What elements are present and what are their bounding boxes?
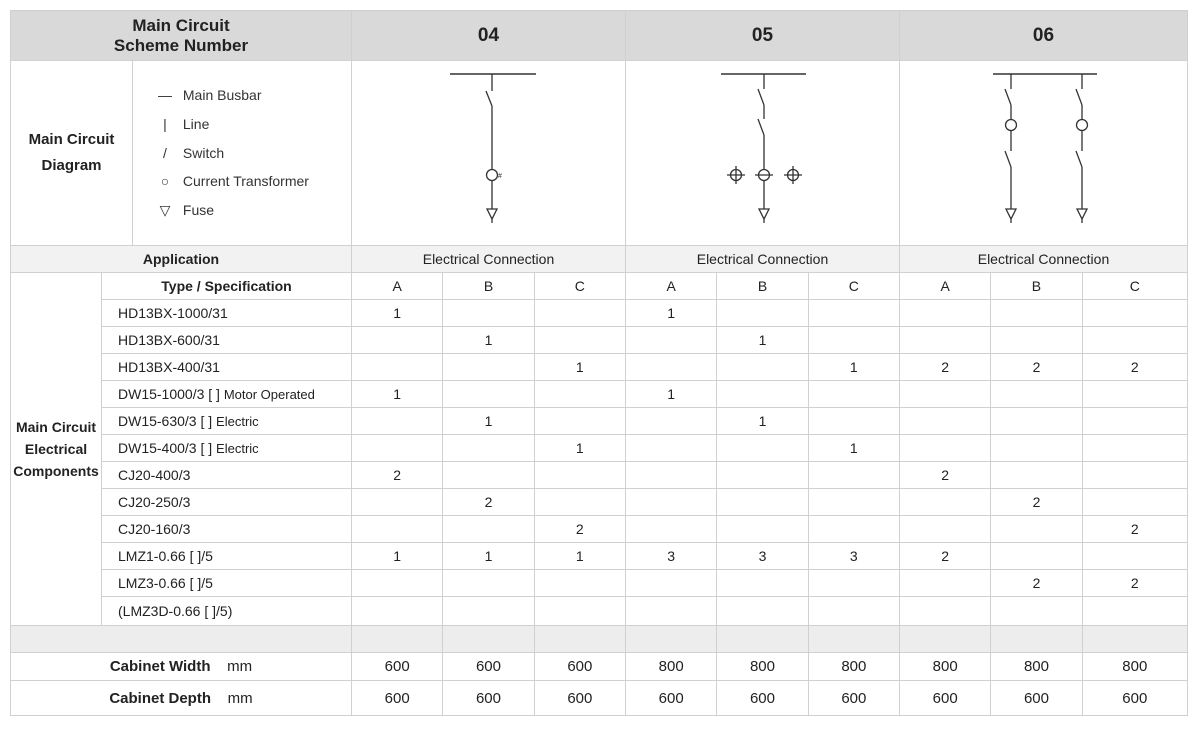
table-cell: 2 [1082,570,1187,597]
legend-item-switch [151,139,309,168]
table-cell: 600 [352,681,443,716]
table-cell [717,354,808,381]
table-cell [443,354,534,381]
switch-slash-icon [758,119,764,135]
dimension-unit: mm [227,689,253,707]
table-cell [991,516,1082,543]
table-cell [534,489,625,516]
table-cell: 1 [534,354,625,381]
table-cell: 600 [900,681,991,716]
table-cell [626,597,717,626]
header-row [11,11,1188,61]
vertical-line-icon: | [163,115,167,132]
scheme-05-header: 05 [626,11,900,61]
table-cell [900,435,991,462]
table-cell [443,381,534,408]
table-cell: 600 [352,653,443,681]
table-cell [991,408,1082,435]
scheme-06-header: 06 [900,11,1188,61]
table-cell [900,327,991,354]
table-cell: 600 [991,681,1082,716]
table-cell [717,570,808,597]
table-cell [991,381,1082,408]
dimension-label: Cabinet Depth [109,689,211,707]
legend-list [133,81,309,224]
table-cell [991,462,1082,489]
component-spec [102,489,352,516]
scheme-04-diagram [352,61,626,246]
table-cell: 800 [717,653,808,681]
cabinet-depth-row [11,681,1188,716]
table-cell: 2 [900,354,991,381]
circle-icon [1006,120,1017,131]
table-cell [626,408,717,435]
sub-column-header: A [626,273,717,300]
table-row [11,597,1188,626]
component-spec [102,435,352,462]
spacer-cell [626,626,717,653]
table-cell: 3 [626,543,717,570]
table-cell: 800 [626,653,717,681]
table-cell: 600 [443,681,534,716]
application-row [11,246,1188,273]
busbar-line-icon: — [158,87,172,104]
table-cell: 1 [443,543,534,570]
circle-icon: ○ [160,173,170,190]
table-cell [991,327,1082,354]
table-cell [900,516,991,543]
sub-column-header: B [717,273,808,300]
sub-column-header: A [352,273,443,300]
table-row [11,435,1188,462]
switch-slash-icon [1005,151,1011,167]
spacer-cell [11,626,352,653]
table-cell [443,516,534,543]
table-cell [808,597,899,626]
spacer-cell [991,626,1082,653]
switch-slash-icon [1076,89,1082,105]
table-cell [443,462,534,489]
table-cell [443,570,534,597]
table-cell [534,381,625,408]
table-cell: 600 [717,681,808,716]
spacer-cell [443,626,534,653]
table-cell: 1 [352,543,443,570]
table-cell: 2 [900,543,991,570]
spacer-cell [717,626,808,653]
triangle-down-icon: ▽ [159,202,171,219]
table-cell [900,597,991,626]
table-cell [626,435,717,462]
table-cell: 2 [900,462,991,489]
table-cell [808,408,899,435]
switch-slash-icon [486,91,492,106]
triangle-down-icon [1077,209,1087,219]
table-cell [626,570,717,597]
circle-icon [487,170,498,181]
legend-label: Fuse [182,202,215,219]
table-cell [900,408,991,435]
table-cell [626,462,717,489]
table-cell [717,516,808,543]
spacer-row [11,626,1188,653]
svg-text:#: # [498,173,502,180]
table-cell: 1 [717,327,808,354]
table-cell [717,489,808,516]
cabinet-width-row [11,653,1188,681]
scheme-06-diagram [900,61,1188,246]
table-cell: 800 [900,653,991,681]
table-cell [1082,300,1187,327]
main-circuit-scheme-table [10,10,1188,716]
table-cell: 3 [717,543,808,570]
diagram-row [11,61,1188,246]
legend-label: Line [182,115,210,132]
scheme-number-title-line2: Scheme Number [113,35,249,55]
table-cell [808,462,899,489]
table-row [11,327,1188,354]
table-cell: 600 [443,653,534,681]
component-spec [102,570,352,597]
table-cell [991,543,1082,570]
switch-slash-icon [1076,151,1082,167]
table-cell [352,489,443,516]
table-cell [900,489,991,516]
diagram-legend [133,61,351,245]
table-cell: 800 [808,653,899,681]
table-cell [534,597,625,626]
table-cell: 2 [991,354,1082,381]
triangle-down-icon [759,209,769,219]
table-cell [352,327,443,354]
sub-column-header: A [900,273,991,300]
legend-label: Switch [182,144,225,161]
table-row [11,381,1188,408]
table-cell: 800 [1082,653,1187,681]
application-value-04: Electrical Connection [352,246,626,273]
dimension-label: Cabinet Width [109,658,211,675]
sub-column-header: B [991,273,1082,300]
type-header-row [11,273,1188,300]
diagram-label-line2: Diagram [41,157,102,174]
table-cell [808,300,899,327]
switch-slash-icon [1005,89,1011,105]
table-cell: 1 [534,543,625,570]
component-spec [102,408,352,435]
table-cell [991,597,1082,626]
table-row [11,300,1188,327]
table-cell [1082,408,1187,435]
table-cell [626,327,717,354]
spec-text: DW15-1000/3 [ ] [118,386,220,402]
table-cell: 1 [443,327,534,354]
spec-text: HD13BX-400/31 [118,359,220,375]
table-cell: 1 [717,408,808,435]
component-spec [102,300,352,327]
table-cell: 1 [626,381,717,408]
table-row [11,516,1188,543]
table-cell [534,570,625,597]
spec-text: (LMZ3D-0.66 [ ]/5) [118,603,233,619]
switch-slash-icon: / [163,144,167,161]
table-cell: 2 [443,489,534,516]
table-cell [991,435,1082,462]
table-cell [352,408,443,435]
legend-item-main-busbar [151,81,309,110]
table-row [11,462,1188,489]
table-cell [1082,543,1187,570]
table-cell: 3 [808,543,899,570]
table-cell [1082,489,1187,516]
table-cell: 600 [808,681,899,716]
table-cell [1082,381,1187,408]
table-cell [808,570,899,597]
spec-text: CJ20-160/3 [118,521,191,537]
table-cell [352,570,443,597]
components-group-label [11,273,102,626]
spec-text: LMZ1-0.66 [ ]/5 [118,548,213,564]
table-row [11,570,1188,597]
diagram-label [11,61,133,245]
spec-text: HD13BX-1000/31 [118,305,228,321]
dimension-unit: mm [227,658,253,675]
table-cell [717,435,808,462]
spec-note: Electric [216,414,259,429]
table-cell: 600 [534,681,625,716]
table-cell [443,597,534,626]
scheme-number-header [11,11,352,61]
sub-column-header: C [808,273,899,300]
table-cell: 2 [1082,516,1187,543]
scheme-table-container [10,10,1188,716]
spec-text: CJ20-250/3 [118,494,191,510]
table-cell [900,300,991,327]
spec-note: Electric [216,441,259,456]
spacer-cell [352,626,443,653]
table-cell [626,516,717,543]
table-cell [534,327,625,354]
table-cell [808,516,899,543]
table-cell [1082,462,1187,489]
table-cell: 600 [1082,681,1187,716]
triangle-down-icon [487,209,497,219]
components-group-line2: Electrical [24,441,88,457]
scheme-06-circuit-svg [900,61,1187,245]
spacer-cell [900,626,991,653]
table-cell: 1 [443,408,534,435]
table-cell: 2 [991,570,1082,597]
table-cell [443,300,534,327]
table-cell: 2 [991,489,1082,516]
table-cell [808,327,899,354]
table-cell [626,354,717,381]
table-cell: 1 [626,300,717,327]
legend-label: Current Transformer [182,173,309,190]
table-cell [808,381,899,408]
application-label: Application [11,246,352,273]
cabinet-depth-label [11,681,352,716]
spec-text: CJ20-400/3 [118,467,191,483]
sub-column-header: C [534,273,625,300]
component-spec [102,597,352,626]
table-cell [717,462,808,489]
table-cell: 2 [1082,354,1187,381]
table-row [11,489,1188,516]
table-cell [717,300,808,327]
table-cell: 2 [534,516,625,543]
scheme-05-circuit-svg [626,61,899,245]
table-cell [900,381,991,408]
spec-text: DW15-400/3 [ ] [118,440,213,456]
table-cell [534,300,625,327]
table-row [11,408,1188,435]
diagram-label-line1: Main Circuit [28,131,115,148]
table-cell [352,597,443,626]
spacer-cell [1082,626,1187,653]
table-cell: 1 [808,435,899,462]
table-cell: 1 [352,381,443,408]
legend-label: Main Busbar [182,87,262,104]
table-cell: 1 [808,354,899,381]
application-value-05: Electrical Connection [626,246,900,273]
table-cell [1082,435,1187,462]
table-cell [1082,327,1187,354]
component-spec [102,462,352,489]
table-cell: 1 [352,300,443,327]
switch-slash-icon [758,89,764,105]
sub-column-header: C [1082,273,1187,300]
components-group-line1: Main Circuit [15,419,97,435]
spec-text: DW15-630/3 [ ] [118,413,213,429]
table-cell [900,570,991,597]
sub-column-header: B [443,273,534,300]
scheme-05-diagram [626,61,900,246]
spec-text: HD13BX-600/31 [118,332,220,348]
spacer-cell [808,626,899,653]
spec-text: LMZ3-0.66 [ ]/5 [118,575,213,591]
table-cell [1082,597,1187,626]
scheme-04-circuit-svg [352,61,625,245]
table-cell: 600 [534,653,625,681]
component-spec [102,543,352,570]
table-cell: 1 [534,435,625,462]
table-cell [808,489,899,516]
table-cell [352,516,443,543]
circle-icon [1077,120,1088,131]
legend-item-fuse [151,196,309,225]
component-spec [102,381,352,408]
table-cell: 600 [626,681,717,716]
table-cell [352,354,443,381]
table-cell [443,435,534,462]
table-cell [626,489,717,516]
scheme-04-header: 04 [352,11,626,61]
legend-item-current-transformer [151,167,309,196]
table-cell [991,300,1082,327]
table-cell [534,462,625,489]
spacer-cell [534,626,625,653]
table-cell [352,435,443,462]
table-row [11,543,1188,570]
table-cell: 2 [352,462,443,489]
components-group-line3: Components [13,463,99,479]
diagram-label-cell [11,61,352,246]
table-cell [717,381,808,408]
component-spec [102,327,352,354]
table-cell: 800 [991,653,1082,681]
type-specification-header: Type / Specification [102,273,352,300]
scheme-number-title-line1: Main Circuit [132,15,230,35]
component-spec [102,354,352,381]
table-row [11,354,1188,381]
spec-note: Motor Operated [223,387,315,402]
component-spec [102,516,352,543]
cabinet-width-label [11,653,352,681]
table-cell [717,597,808,626]
legend-item-line [151,110,309,139]
triangle-down-icon [1006,209,1016,219]
table-cell [534,408,625,435]
application-value-06: Electrical Connection [900,246,1188,273]
